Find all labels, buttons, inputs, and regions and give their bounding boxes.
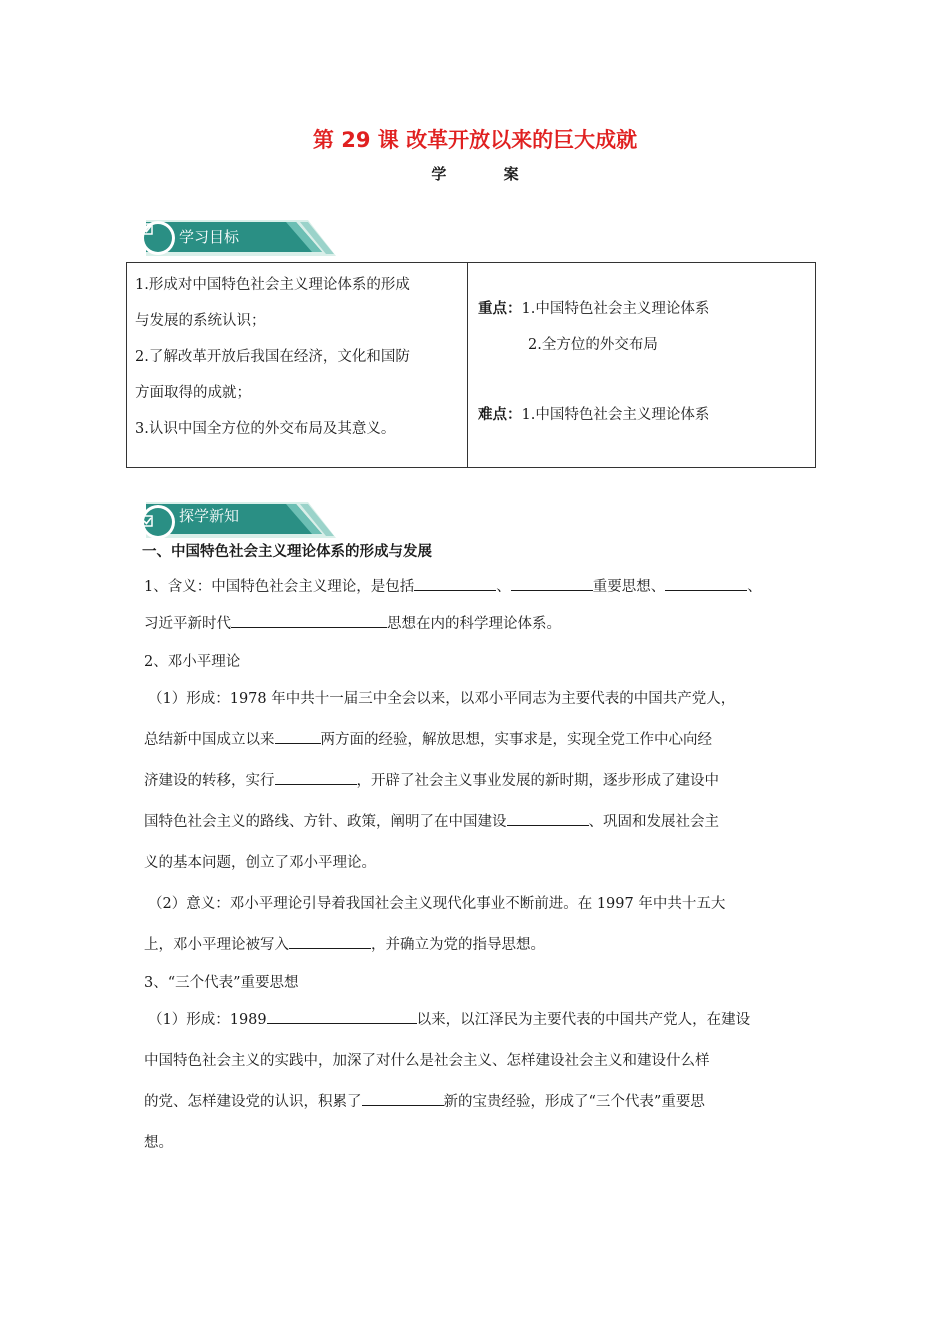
key-point-line — [478, 291, 815, 327]
fill-blank[interactable] — [665, 576, 747, 592]
difficult-point-line — [478, 397, 815, 433]
fill-blank[interactable] — [362, 1091, 444, 1107]
paragraph-line: 义的基本问题，创立了邓小平理论。 — [144, 855, 376, 871]
page-subtitle: 学 案 — [431, 165, 545, 183]
key-point-line — [478, 327, 815, 363]
paragraph-line — [144, 802, 824, 843]
paragraph-meaning-cont — [144, 604, 824, 645]
section-banner-explore — [136, 500, 336, 540]
goals-cell — [127, 263, 468, 468]
fill-blank[interactable] — [275, 770, 357, 786]
text-run: 习近平新时代 — [144, 616, 231, 632]
text-run: 思想在内的科学理论体系。 — [387, 616, 561, 632]
text-run: 以来，以江泽民为主要代表的中国共产党人，在建设 — [416, 1012, 751, 1028]
fill-blank[interactable] — [511, 576, 593, 592]
text-run: 上，邓小平理论被写入 — [144, 937, 289, 953]
difficult-point: 1.中国特色社会主义理论体系 — [521, 407, 710, 423]
text-run: 总结新中国成立以来 — [144, 732, 275, 748]
paragraph-meaning — [144, 570, 824, 604]
goal-line: 3.认识中国全方位的外交布局及其意义。 — [135, 421, 396, 437]
goals-table — [126, 262, 816, 468]
fill-blank[interactable] — [414, 576, 496, 592]
goal-line: 1.形成对中国特色社会主义理论体系的形成 — [135, 277, 410, 293]
key-label: 重点： — [478, 301, 522, 317]
paragraph-line: 想。 — [144, 1135, 173, 1151]
text-run: 的党、怎样建设党的认识，积累了 — [144, 1094, 362, 1110]
goal-line: 方面取得的成就； — [135, 385, 251, 401]
key-points-cell — [468, 263, 816, 468]
text-run: （1）形成：1989 — [148, 1012, 267, 1028]
paragraph-line: 中国特色社会主义的实践中，加深了对什么是社会主义、怎样建设社会主义和建设什么样 — [144, 1053, 710, 1069]
text-run: 两方面的经验，解放思想，实事求是，实现全党工作中心向经 — [320, 732, 712, 748]
difficult-label: 难点： — [478, 407, 522, 423]
text-run: 济建设的转移，实行 — [144, 773, 275, 789]
subheading-deng: 2、邓小平理论 — [144, 654, 241, 670]
page-title: 第 29 课 改革开放以来的巨大成就 — [312, 128, 638, 152]
paragraph-line — [144, 761, 824, 802]
fill-blank[interactable] — [275, 729, 321, 745]
text-run: 、巩固和发展社会主 — [588, 814, 719, 830]
section-banner-goals — [136, 218, 336, 258]
goal-line: 与发展的系统认识； — [135, 313, 266, 329]
paragraph-line — [144, 925, 824, 966]
paragraph-line — [144, 1082, 824, 1123]
paragraph-line: （2）意义：邓小平理论引导着我国社会主义现代化事业不断前进。在 1997 年中共十五大 — [148, 896, 726, 912]
paragraph-line — [148, 1000, 824, 1041]
fill-blank[interactable] — [289, 934, 371, 950]
section-label-explore: 探学新知 — [179, 507, 240, 525]
subheading-three-represents: 3、“三个代表”重要思想 — [144, 975, 299, 991]
checkbox-icon — [136, 218, 158, 240]
fill-blank[interactable] — [231, 613, 387, 629]
section-label-goals: 学习目标 — [179, 228, 240, 246]
text-run: 1、含义：中国特色社会主义理论，是包括 — [144, 579, 415, 595]
section-heading: 一、中国特色社会主义理论体系的形成与发展 — [142, 544, 432, 560]
paragraph-line — [144, 720, 824, 761]
text-run: 国特色社会主义的路线、方针、政策，阐明了在中国建设 — [144, 814, 507, 830]
text-run: ，开辟了社会主义事业发展的新时期，逐步形成了建设中 — [356, 773, 719, 789]
text-run: ，并确立为党的指导思想。 — [371, 937, 545, 953]
text-run: 、 — [747, 579, 762, 595]
explore-content — [144, 540, 824, 1164]
fill-blank[interactable] — [267, 1009, 417, 1025]
paragraph-line: （1）形成：1978 年中共十一届三中全会以来，以邓小平同志为主要代表的中国共产党人， — [148, 691, 736, 707]
text-run: 新的宝贵经验，形成了“三个代表”重要思 — [443, 1094, 705, 1110]
checkbox-icon — [136, 510, 158, 532]
text-run: 、 — [496, 579, 511, 595]
key-point: 2.全方位的外交布局 — [528, 337, 658, 353]
text-run: 重要思想、 — [592, 579, 666, 595]
goal-line: 2.了解改革开放后我国在经济，文化和国防 — [135, 349, 410, 365]
key-point: 1.中国特色社会主义理论体系 — [521, 301, 710, 317]
fill-blank[interactable] — [507, 811, 589, 827]
